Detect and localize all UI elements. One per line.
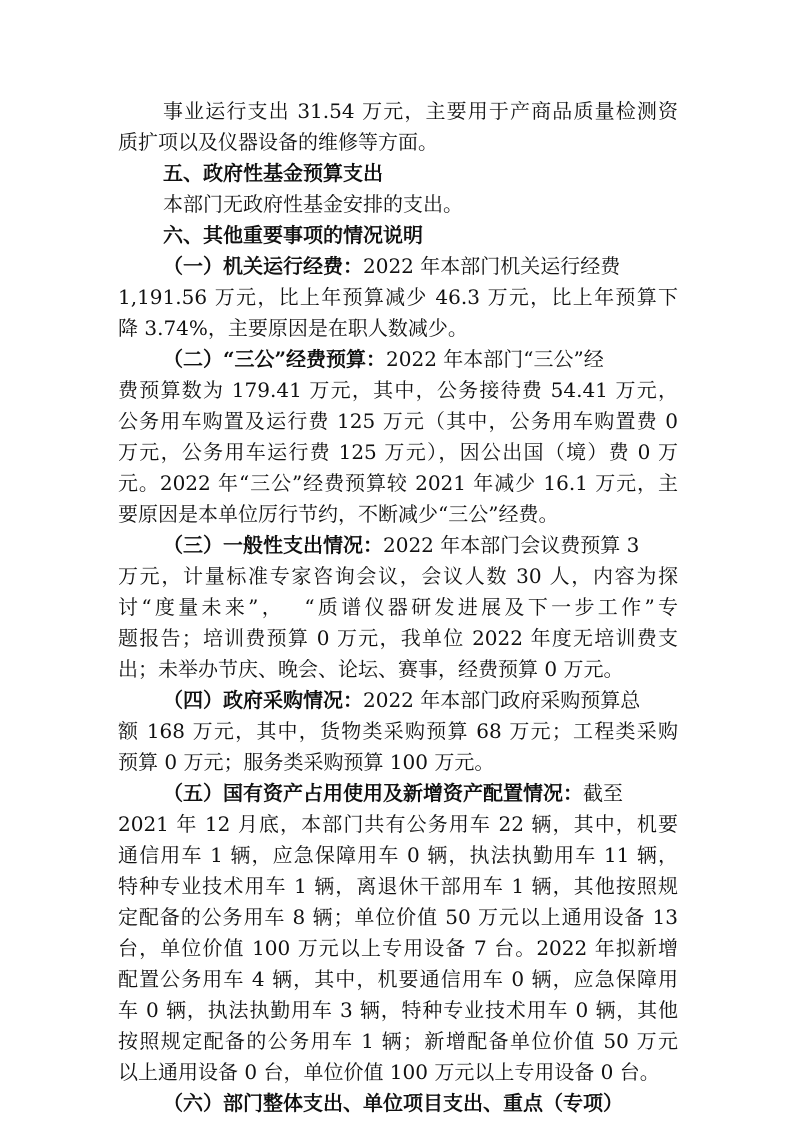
body-text-line: 讨“度量未来”， “质谱仪器研发进展及下一步工作”专 — [118, 595, 678, 619]
subheading: （一）机关运行经费： — [163, 254, 363, 278]
body-text-line: 费预算数为 179.41 万元，其中，公务接待费 54.41 万元， — [118, 378, 678, 402]
body-text: 2022 年本部门“三公”经 — [386, 347, 604, 371]
subheading: （五）国有资产占用使用及新增资产配置情况： — [163, 781, 583, 805]
subheading: （二）“三公”经费预算： — [163, 347, 387, 371]
body-text-line: 题报告；培训费预算 0 万元，我单位 2022 年度无培训费支 — [118, 626, 678, 650]
body-text-line: 2021 年 12 月底，本部门共有公务用车 22 辆，其中，机要 — [118, 812, 678, 836]
body-text: 2022 年本部门政府采购预算总 — [363, 688, 641, 712]
body-text-line: 元。2022 年“三公”经费预算较 2021 年减少 16.1 万元，主 — [118, 471, 678, 495]
body-text-line: 按照规定配备的公务用车 1 辆；新增配备单位价值 50 万元 — [118, 1029, 678, 1053]
body-text-line: 出；未举办节庆、晚会、论坛、赛事，经费预算 0 万元。 — [118, 657, 624, 681]
section-heading: 五、政府性基金预算支出 — [163, 161, 383, 185]
paragraph-line — [163, 344, 678, 374]
body-text-line: 预算 0 万元；服务类采购预算 100 万元。 — [118, 750, 495, 774]
paragraph-line — [163, 530, 678, 560]
body-text: 截至 — [583, 781, 623, 805]
subheading: （三）一般性支出情况： — [163, 533, 383, 557]
section-heading: 六、其他重要事项的情况说明 — [163, 223, 423, 247]
body-text: 2022 年本部门机关运行经费 — [363, 254, 621, 278]
body-text-line: 事业运行支出 31.54 万元，主要用于产商品质量检测资 — [163, 99, 678, 123]
body-text-line: 通信用车 1 辆，应急保障用车 0 辆，执法执勤用车 11 辆， — [118, 843, 678, 867]
paragraph-line — [163, 251, 678, 281]
body-text-line: 特种专业技术用车 1 辆，离退休干部用车 1 辆，其他按照规 — [118, 874, 678, 898]
body-text-line: 1,191.56 万元，比上年预算减少 46.3 万元，比上年预算下 — [118, 285, 678, 309]
body-text-line: 以上通用设备 0 台，单位价值 100 万元以上专用设备 0 台。 — [118, 1060, 660, 1084]
body-text-line: 额 168 万元，其中，货物类采购预算 68 万元；工程类采购 — [118, 719, 678, 743]
paragraph-line — [163, 685, 678, 715]
body-text-line: 质扩项以及仪器设备的维修等方面。 — [118, 130, 438, 154]
body-text-line: 车 0 辆，执法执勤用车 3 辆，特种专业技术用车 0 辆，其他 — [118, 998, 678, 1022]
paragraph-line — [163, 778, 678, 808]
body-text-line: 公务用车购置及运行费 125 万元（其中，公务用车购置费 0 — [118, 409, 678, 433]
body-text-line: 台，单位价值 100 万元以上专用设备 7 台。2022 年拟新增 — [118, 936, 678, 960]
body-text-line: 万元，计量标准专家咨询会议，会议人数 30 人，内容为探 — [118, 564, 678, 588]
body-text-line: 本部门无政府性基金安排的支出。 — [163, 192, 463, 216]
body-text-line: 定配备的公务用车 8 辆；单位价值 50 万元以上通用设备 13 — [118, 905, 678, 929]
body-text-line: 降 3.74%，主要原因是在职人数减少。 — [118, 316, 468, 340]
body-text-line: 万元，公务用车运行费 125 万元），因公出国（境）费 0 万 — [118, 440, 678, 464]
subheading: （四）政府采购情况： — [163, 688, 363, 712]
subheading: （六）部门整体支出、单位项目支出、重点（专项） — [163, 1091, 623, 1115]
body-text: 2022 年本部门会议费预算 3 — [383, 533, 640, 557]
body-text-line: 要原因是本单位厉行节约，不断减少“三公”经费。 — [118, 502, 559, 526]
body-text-line: 配置公务用车 4 辆，其中，机要通信用车 0 辆，应急保障用 — [118, 967, 678, 991]
